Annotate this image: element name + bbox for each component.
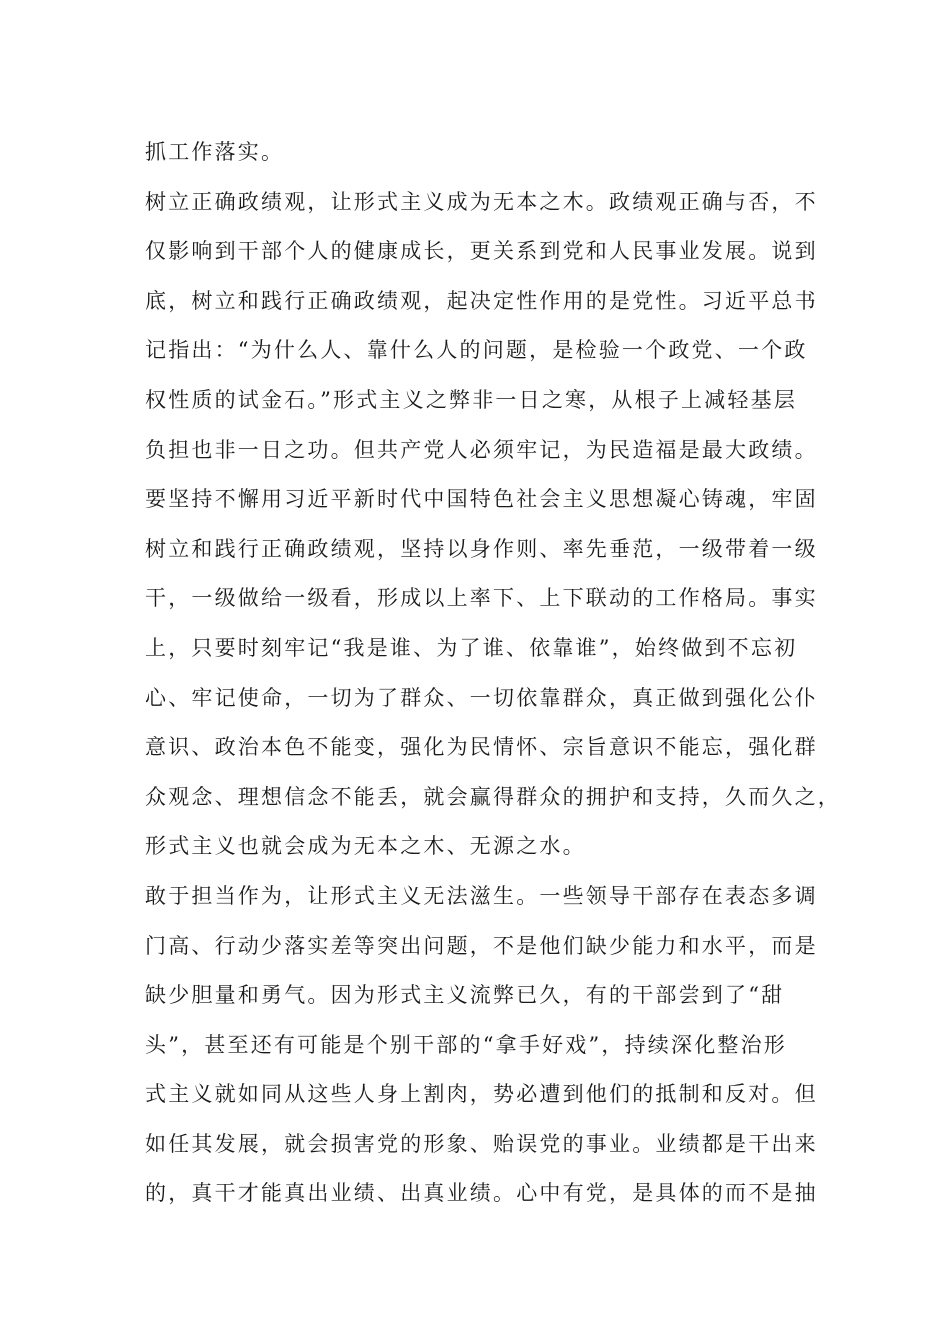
text-line: 要坚持不懈用习近平新时代中国特色社会主义思想凝心铸魂，牢固 — [145, 487, 818, 512]
text-line: 记指出：“为什么人、靠什么人的问题，是检验一个政党、一个政 — [145, 338, 808, 363]
body-text — [145, 128, 841, 1219]
text-line: 树立和践行正确政绩观，坚持以身作则、率先垂范，一级带着一级 — [145, 536, 818, 561]
text-line: 头”，甚至还有可能是个别干部的“拿手好戏”，持续深化整治形 — [145, 1032, 788, 1057]
text-line: 干，一级做给一级看，形成以上率下、上下联动的工作格局。事实 — [145, 586, 818, 611]
text-line: 仅影响到干部个人的健康成长，更关系到党和人民事业发展。说到 — [145, 239, 818, 264]
text-line: 心、牢记使命，一切为了群众、一切依靠群众，真正做到强化公仆 — [145, 685, 818, 710]
text-line: 缺少胆量和勇气。因为形式主义流弊已久，有的干部尝到了“甜 — [145, 983, 785, 1008]
text-line: 众观念、理想信念不能丢，就会赢得群众的拥护和支持，久而久之， — [145, 784, 841, 809]
text-line: 式主义就如同从这些人身上割肉，势必遭到他们的抵制和反对。但 — [145, 1082, 818, 1107]
text-line: 门高、行动少落实差等突出问题，不是他们缺少能力和水平，而是 — [145, 933, 818, 958]
text-line: 抓工作落实。 — [145, 140, 285, 164]
text-line: 的，真干才能真出业绩、出真业绩。心中有党，是具体的而不是抽 — [145, 1181, 818, 1206]
text-line: 底，树立和践行正确政绩观，起决定性作用的是党性。习近平总书 — [145, 288, 818, 313]
text-line: 上，只要时刻牢记“我是谁、为了谁、依靠谁”，始终做到不忘初 — [145, 635, 798, 660]
text-line: 如任其发展，就会损害党的形象、贻误党的事业。业绩都是干出来 — [145, 1131, 818, 1156]
text-line: 意识、政治本色不能变，强化为民情怀、宗旨意识不能忘，强化群 — [145, 735, 818, 760]
text-line: 负担也非一日之功。但共产党人必须牢记，为民造福是最大政绩。 — [145, 437, 818, 462]
text-line: 形式主义也就会成为无本之木、无源之水。 — [145, 834, 586, 859]
text-line: 敢于担当作为，让形式主义无法滋生。一些领导干部存在表态多调 — [145, 883, 818, 908]
text-line: 权性质的试金石。”形式主义之弊非一日之寒，从根子上减轻基层 — [145, 387, 798, 412]
text-line: 树立正确政绩观，让形式主义成为无本之木。政绩观正确与否，不 — [145, 189, 818, 214]
